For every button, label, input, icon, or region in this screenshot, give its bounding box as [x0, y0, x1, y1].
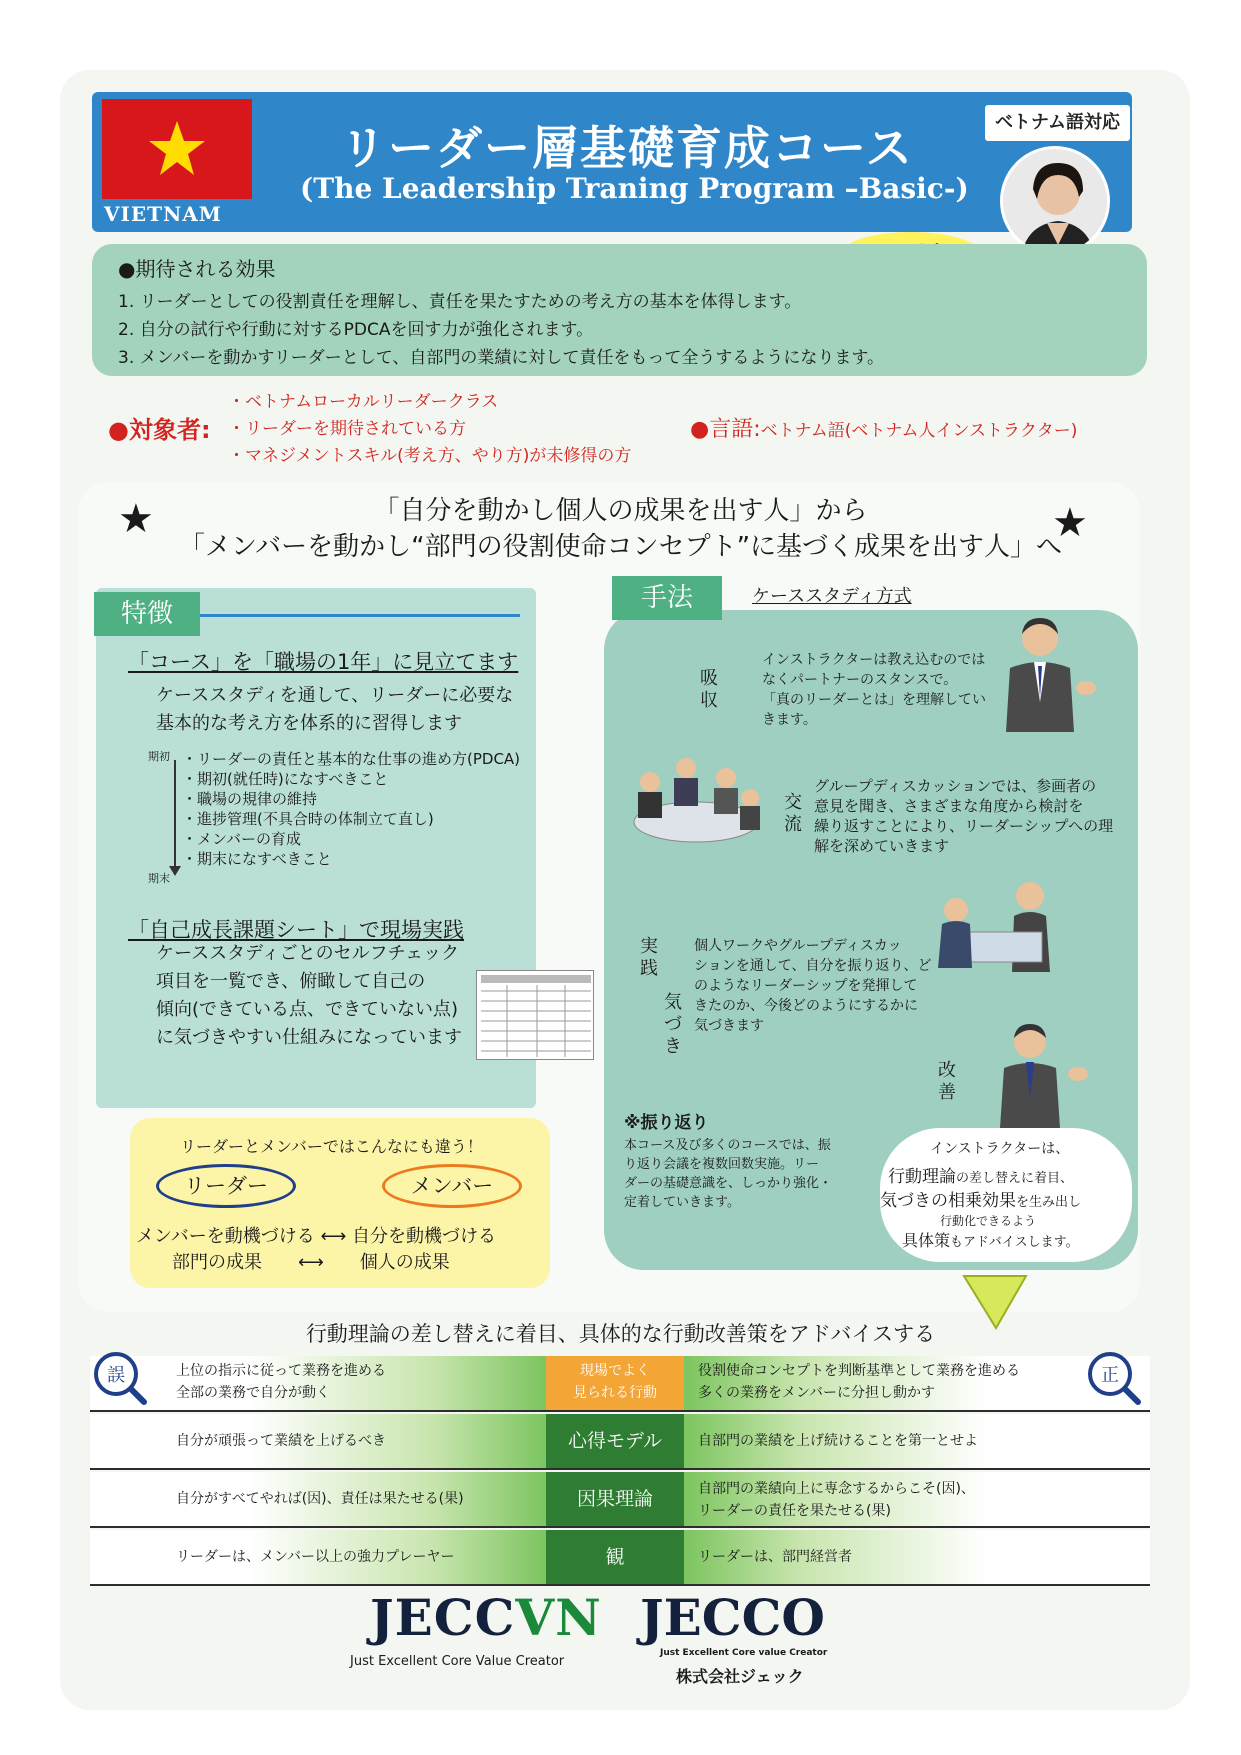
text-line: 基本的な考え方を体系的に習得します: [156, 713, 462, 734]
leader-ellipse: リーダー: [156, 1164, 296, 1208]
instructor-avatar: [1000, 146, 1110, 256]
text-line: ケーススタディごとのセルフチェック: [156, 943, 460, 964]
features-heading-2: 「自己成長課題シート」で現場実践: [128, 918, 464, 942]
text-line: 項目を一覧でき、俯瞰して自己の: [156, 971, 426, 992]
jecc-tagline: Just Excellent Core value Creator: [660, 1648, 828, 1658]
target-item: ・リーダーを期待されている方: [228, 419, 466, 439]
jeccvn-tagline: Just Excellent Core Value Creator: [350, 1654, 565, 1669]
term-end-label: 期末: [148, 872, 170, 885]
text-line: 自部門の業績向上に専念するからこそ(因)、: [698, 1481, 975, 1497]
country-label: VIETNAM: [104, 202, 222, 226]
features-text-1: [156, 682, 513, 738]
exchange-text: [814, 776, 1113, 856]
presenter-illustration: [986, 1018, 1096, 1128]
text-line: なくパートナーのスタンスで。: [762, 672, 958, 688]
text-line: 傾向(できている点、できていない点): [156, 999, 459, 1020]
keyword-improve: 改善: [938, 1060, 956, 1103]
text-line: 本コース及び多くのコースでは、振: [624, 1138, 831, 1153]
wrong-behavior: 自分が頑張って業績を上げるべき: [90, 1414, 546, 1468]
text-line: 現場でよく: [580, 1363, 650, 1379]
motivation-row: メンバーを動機づける ⟷ 自分を動機づける: [136, 1226, 496, 1247]
absorb-text: [762, 650, 986, 730]
effects-list: [118, 288, 884, 372]
method-case-study: ケーススタディ方式: [752, 586, 912, 607]
target-item: ・ベトナムローカルリーダークラス: [228, 392, 499, 412]
keyword-absorb: 吸収: [700, 668, 718, 711]
course-step: ・メンバーの育成: [182, 830, 301, 848]
course-step: ・職場の規律の維持: [182, 790, 318, 808]
text-line: 役割使命コンセプトを判断基準として業務を進める: [698, 1363, 1020, 1379]
language-value: ベトナム語(ベトナム人インストラクター): [760, 421, 1078, 441]
features-tab: 特徴: [94, 592, 200, 636]
practice-text: [694, 936, 931, 1036]
table-row: [90, 1530, 1150, 1586]
leader-member-title: リーダーとメンバーではこんなにも違う！: [180, 1137, 483, 1156]
emphasis: 具体策: [902, 1231, 951, 1250]
table-row: [90, 1472, 1150, 1528]
timeline-arrow: [174, 760, 176, 868]
effect-item: 2. 自分の試行や行動に対するPDCAを回す力が強化されます。: [118, 320, 594, 340]
right-behavior: [684, 1472, 1150, 1526]
review-text: [624, 1136, 832, 1212]
emphasis: 行動理論: [888, 1167, 956, 1187]
text-line: 気づきます: [694, 1018, 764, 1034]
text: を生み出し: [1016, 1195, 1082, 1210]
star-icon: ★: [118, 496, 154, 542]
category-label: 観: [546, 1530, 684, 1584]
target-list: [228, 389, 631, 470]
text-line: 多くの業務をメンバーに分担し動かす: [698, 1385, 936, 1401]
text-line: ションを通して、自分を振り返り、ど: [694, 958, 932, 974]
text-line: ケーススタディを通して、リーダーに必要な: [156, 685, 514, 706]
text-line: インストラクターは教え込むのでは: [762, 652, 986, 668]
course-step: ・進捗管理(不具合時の体制立て直し): [182, 810, 434, 828]
right-magnifier-icon: [1086, 1350, 1142, 1406]
company-name: 株式会社ジェック: [676, 1667, 804, 1686]
individual-work-illustration: [932, 872, 1072, 972]
text-line: 定着していきます。: [624, 1195, 740, 1210]
table-row: [90, 1348, 1150, 1412]
outcome-row: 部門の成果 ⟷ 個人の成果: [172, 1252, 450, 1273]
method-tab: 手法: [612, 576, 722, 620]
text-line: 解を深めていきます: [814, 837, 950, 855]
instructor-illustration: [990, 612, 1100, 732]
effects-heading: ●期待される効果: [118, 257, 276, 281]
text: の差し替えに着目、: [956, 1171, 1074, 1186]
category-label: 心得モデル: [546, 1414, 684, 1468]
wrong-behavior: 自分がすべてやれば(因)、責任は果たせる(果): [90, 1472, 546, 1526]
course-step: ・期末になすべきこと: [182, 850, 332, 868]
category-label: 因果理論: [546, 1472, 684, 1526]
jeccvn-logo: [370, 1588, 602, 1647]
features-heading-1: 「コース」を「職場の1年」に見立てます: [128, 650, 519, 674]
text-line: に気づきやすい仕組みになっています: [156, 1027, 462, 1048]
right-behavior: [684, 1356, 1150, 1410]
text-line: リーダーの責任を果たせる(果): [698, 1503, 891, 1519]
comparison-title: 行動理論の差し替えに着目、具体的な行動改善策をアドバイスする: [305, 1322, 936, 1346]
jecc-logo: JECCO: [640, 1588, 825, 1647]
star-icon: ★: [1052, 500, 1088, 546]
star-icon: [147, 119, 207, 179]
cloud-line-5: [902, 1228, 1079, 1251]
table-row: [90, 1414, 1150, 1470]
cloud-line-4: 行動化できるよう: [940, 1214, 1037, 1228]
target-item: ・マネジメントスキル(考え方、やり方)が未修得の方: [228, 446, 632, 466]
wrong-behavior: リーダーは、メンバー以上の強力プレーヤー: [90, 1530, 546, 1584]
language-badge: ベトナム語対応: [985, 105, 1130, 141]
keyword-practice: 実践: [640, 936, 658, 979]
logo-text-vn: VN: [515, 1588, 602, 1647]
term-start-label: 期初: [148, 750, 170, 763]
text-line: 上位の指示に従って業務を進める: [176, 1363, 386, 1379]
text-line: 繰り返すことにより、リーダーシップへの理: [814, 817, 1114, 835]
text-line: ダーの基礎意識を、しっかり強化・: [624, 1176, 833, 1191]
text-line: 全部の業務で自分が動く: [176, 1385, 330, 1401]
vietnam-flag: [102, 99, 252, 199]
page-subtitle: (The Leadership Traning Program –Basic-): [300, 172, 969, 205]
review-heading: ※振り返り: [624, 1113, 709, 1133]
right-magnifier-label: 正: [1101, 1365, 1119, 1386]
text-line: 個人ワークやグループディスカッ: [694, 938, 902, 954]
course-steps: [182, 749, 520, 869]
keyword-exchange: 交流: [784, 792, 802, 835]
text-line: り返り会議を複数回数実施。リー: [624, 1157, 820, 1172]
slogan-line-2: 「メンバーを動かし“部門の役割使命コンセプト”に基づく成果を出す人」へ: [178, 532, 1063, 562]
group-discussion-illustration: [626, 748, 766, 848]
course-step: ・リーダーの責任と基本的な仕事の進め方(PDCA): [182, 750, 521, 768]
language-label: ●言語:: [690, 417, 761, 442]
course-step: ・期初(就任時)になすべきこと: [182, 770, 389, 788]
text-line: のようなリーダーシップを発揮して: [694, 978, 918, 994]
keyword-awareness: 気づき: [664, 992, 682, 1057]
text-line: 意見を聞き、さまざまな角度から検討を: [814, 797, 1084, 815]
features-text-2: [156, 940, 462, 1052]
target-label: ●対象者:: [108, 416, 211, 444]
slogan-line-1: 「自分を動かし個人の成果を出す人」から: [373, 496, 868, 526]
text-line: グループディスカッションでは、参画者の: [814, 777, 1097, 795]
emphasis: 気づきの相乗効果: [880, 1191, 1016, 1211]
text-line: 「真のリーダーとは」を理解してい: [762, 692, 986, 708]
right-behavior: リーダーは、部門経営者: [684, 1530, 1150, 1584]
text-line: 見られる行動: [573, 1385, 657, 1401]
features-divider: [200, 614, 520, 617]
effect-item: 1. リーダーとしての役割責任を理解し、責任を果たすための考え方の基本を体得します。: [118, 292, 802, 312]
category-label: [546, 1356, 684, 1410]
language-info: [690, 412, 1077, 443]
cloud-line-1: インストラクターは、: [930, 1141, 1070, 1157]
cloud-line-2: [888, 1162, 1073, 1187]
text-line: きます。: [762, 712, 817, 728]
wrong-behavior: [90, 1356, 546, 1410]
wrong-magnifier-icon: [92, 1350, 148, 1406]
page-title: リーダー層基礎育成コース: [340, 121, 914, 175]
right-behavior: 自部門の業績を上げ続けることを第一とせよ: [684, 1414, 1150, 1468]
text: もアドバイスします。: [950, 1235, 1079, 1250]
logo-text: JECC: [370, 1588, 516, 1647]
cloud-line-3: [880, 1186, 1081, 1211]
member-ellipse: メンバー: [382, 1164, 522, 1208]
text-line: きたのか、今後どのようにするかに: [694, 998, 918, 1014]
wrong-magnifier-label: 誤: [107, 1365, 125, 1386]
effect-item: 3. メンバーを動かすリーダーとして、自部門の業績に対して責任をもって全うするようになります。: [118, 348, 885, 368]
self-growth-sheet-thumbnail: [476, 970, 594, 1060]
